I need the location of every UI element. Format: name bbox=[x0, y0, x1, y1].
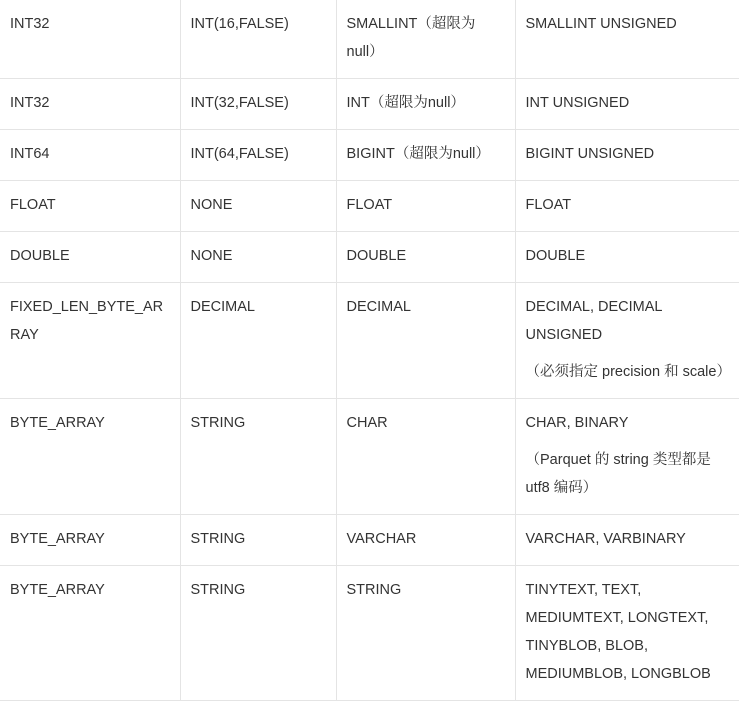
signed-type-cell: SMALLINT（超限为null） bbox=[336, 0, 515, 79]
parquet-physical-type-cell: FLOAT bbox=[0, 181, 180, 232]
parquet-logical-type-cell: STRING bbox=[180, 399, 336, 515]
signed-type-cell: INT（超限为null） bbox=[336, 79, 515, 130]
cell-text: SMALLINT UNSIGNED bbox=[525, 16, 677, 32]
table-row bbox=[0, 283, 739, 399]
cell-text: DECIMAL, DECIMAL UNSIGNED bbox=[525, 299, 662, 343]
unsigned-type-cell bbox=[515, 0, 739, 79]
table-row bbox=[0, 232, 739, 283]
parquet-physical-type-cell: FIXED_LEN_BYTE_ARRAY bbox=[0, 283, 180, 399]
parquet-logical-type-cell: INT(64,FALSE) bbox=[180, 130, 336, 181]
cell-text: VARCHAR, VARBINARY bbox=[525, 531, 686, 547]
parquet-physical-type-cell: BYTE_ARRAY bbox=[0, 399, 180, 515]
signed-type-cell: CHAR bbox=[336, 399, 515, 515]
table-row bbox=[0, 0, 739, 79]
parquet-logical-type-cell: STRING bbox=[180, 566, 336, 701]
unsigned-type-cell bbox=[515, 181, 739, 232]
cell-text: FLOAT bbox=[525, 197, 572, 213]
parquet-logical-type-cell: NONE bbox=[180, 232, 336, 283]
parquet-physical-type-cell: INT32 bbox=[0, 79, 180, 130]
parquet-physical-type-cell: INT64 bbox=[0, 130, 180, 181]
cell-text: BIGINT UNSIGNED bbox=[525, 146, 655, 162]
cell-note: （Parquet 的 string 类型都是 utf8 编码） bbox=[525, 452, 711, 496]
unsigned-type-cell bbox=[515, 283, 739, 399]
unsigned-type-cell bbox=[515, 130, 739, 181]
table-row bbox=[0, 515, 739, 566]
unsigned-type-cell bbox=[515, 399, 739, 515]
cell-note: （必须指定 precision 和 scale） bbox=[525, 364, 731, 380]
parquet-logical-type-cell: STRING bbox=[180, 515, 336, 566]
signed-type-cell: BIGINT（超限为null） bbox=[336, 130, 515, 181]
table-row bbox=[0, 566, 739, 701]
cell-text: TINYTEXT, TEXT, MEDIUMTEXT, LONGTEXT, TINYBLOB, BLOB, MEDIUMBLOB, LONGBLOB bbox=[525, 582, 711, 682]
parquet-logical-type-cell: DECIMAL bbox=[180, 283, 336, 399]
signed-type-cell: STRING bbox=[336, 566, 515, 701]
signed-type-cell: VARCHAR bbox=[336, 515, 515, 566]
parquet-physical-type-cell: DOUBLE bbox=[0, 232, 180, 283]
parquet-physical-type-cell: INT32 bbox=[0, 0, 180, 79]
parquet-logical-type-cell: INT(16,FALSE) bbox=[180, 0, 336, 79]
cell-text: DOUBLE bbox=[525, 248, 586, 264]
table-row bbox=[0, 130, 739, 181]
parquet-physical-type-cell: BYTE_ARRAY bbox=[0, 515, 180, 566]
unsigned-type-cell bbox=[515, 515, 739, 566]
signed-type-cell: DOUBLE bbox=[336, 232, 515, 283]
table-row bbox=[0, 399, 739, 515]
table-row bbox=[0, 79, 739, 130]
signed-type-cell: DECIMAL bbox=[336, 283, 515, 399]
table-row bbox=[0, 181, 739, 232]
unsigned-type-cell bbox=[515, 79, 739, 130]
parquet-physical-type-cell: BYTE_ARRAY bbox=[0, 566, 180, 701]
signed-type-cell: FLOAT bbox=[336, 181, 515, 232]
parquet-logical-type-cell: INT(32,FALSE) bbox=[180, 79, 336, 130]
cell-text: CHAR, BINARY bbox=[525, 415, 629, 431]
cell-text: INT UNSIGNED bbox=[525, 95, 630, 111]
parquet-logical-type-cell: NONE bbox=[180, 181, 336, 232]
unsigned-type-cell bbox=[515, 232, 739, 283]
unsigned-type-cell bbox=[515, 566, 739, 701]
